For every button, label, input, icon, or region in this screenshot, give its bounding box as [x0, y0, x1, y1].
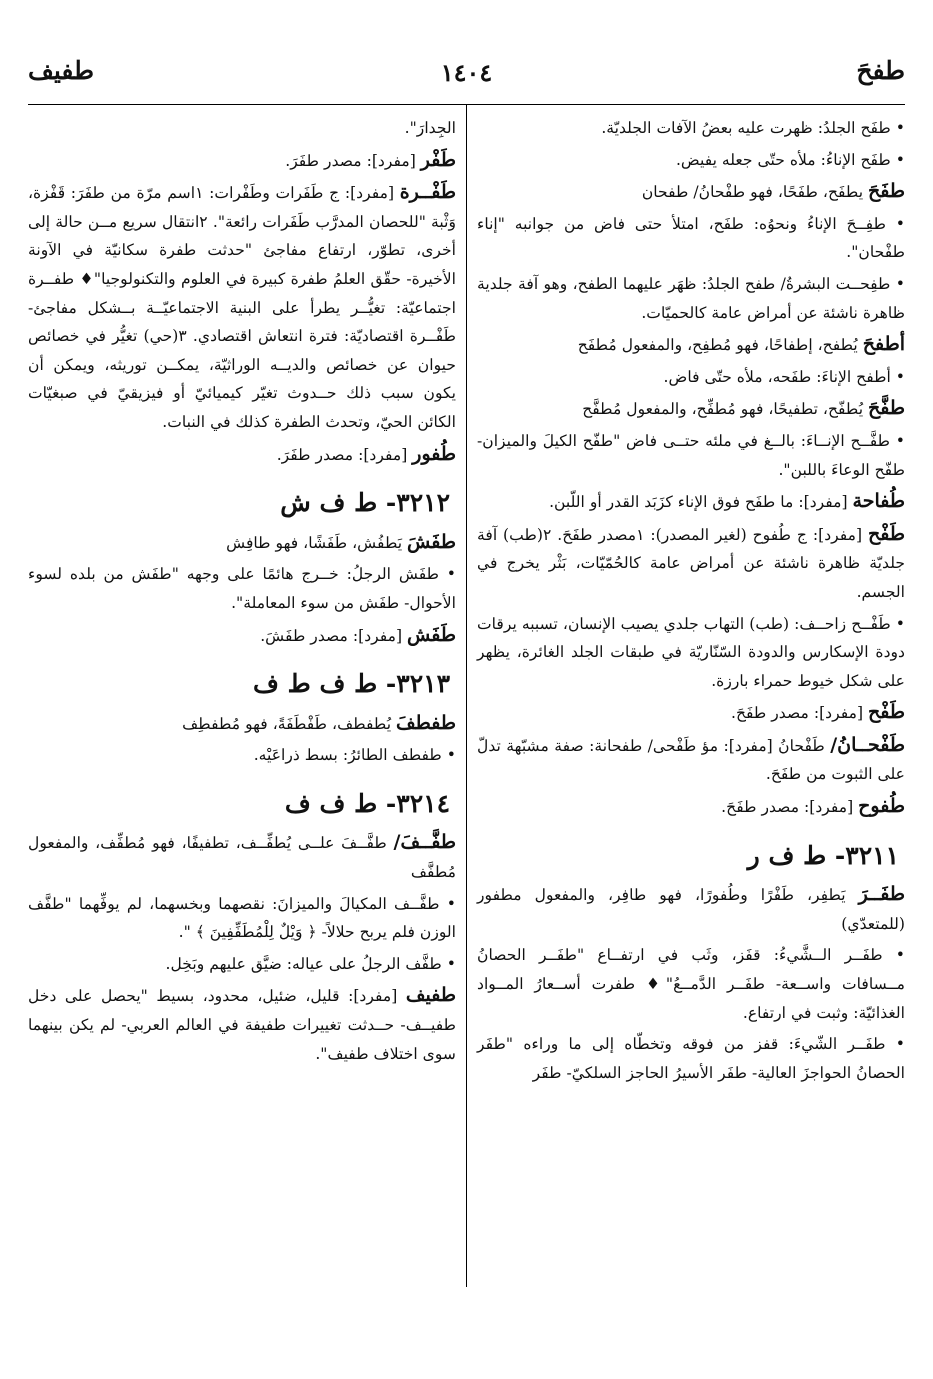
- headword-term: طُفاحة: [852, 490, 905, 513]
- headword-term: طُفور: [412, 442, 456, 465]
- entry-headword: طَفْح [مفرد]: ج طُفوح (لغير المصدر): ١مصدر طفَحَ. ٢(طب) آفة جلديّة ظاهرة ناشئة عن أمراض عامة كالحُمّيّات، بَثْر يخرج في الجسم.: [477, 522, 906, 601]
- entry-sense: • طفطف الطائرُ: بسط ذراعَيْه.: [28, 741, 456, 770]
- entry-sense: • طفَــر الــشَّيءُ: قفَز، وثَب في ارتفــاع "طفَــر الحصانُ مــسافات واســعة- طفَــر الدَّمــعُ"♦ طفرت أســعارُ المــواد الغذائيّة: وثبت في ارتفاع.: [477, 941, 905, 1027]
- entry-sense: • طفَــر الشّيءَ: قفز من فوقه وتخطّاه إلى ما وراءه "طفَر الحصانُ الحواجزَ العالية- طفَر الأسيرُ الحاجز السلكيّ- طفَر: [477, 1030, 905, 1087]
- page-header: [28, 56, 905, 96]
- root-heading: ٣٢١١- ط ف ر: [747, 840, 899, 870]
- entry-headword: طفَحَ يطفَح، طفَحًا، فهو طفْحانُ/ طفحان: [641, 180, 905, 203]
- root-heading: ٣٢١٣- ط ف ط ف: [253, 669, 450, 699]
- entry-headword: طفطفَ يُطفطف، طَفْطَفَةً، فهو مُطفطِف: [182, 711, 456, 734]
- headword-term: طفَحَ: [868, 180, 905, 203]
- headword-term: طفَشَ: [407, 530, 456, 553]
- entry-sense: • طَفْــح زاحــف: (طب) التهاب جلدي يصيب الإنسان، تسببه يرقات دودة الإسكارس والدودة السّنّاريّة في طبقات الجلد الغائرة، يظهر على شكل خيوط حمراء بارزة.: [477, 610, 905, 696]
- header-guide-word-right: طفحَ: [856, 56, 905, 85]
- entry-headword: طفَشَ يَطفُش، طَفَشًا، فهو طافِش: [226, 530, 456, 553]
- entry-sense: • طفَّــف المكيالَ والميزانَ: نقصهما وبخسهما، لم يوفِّهما "طفَّف الوزن فلم يربح حلالاً- ﴿ وَيْلٌ لِلْمُطَفِّفِينَ ﴾ ".: [28, 890, 456, 947]
- entry-headword: طَفْح [مفرد]: مصدر طفَحَ.: [731, 701, 905, 724]
- entry-headword: طَفْــرة [مفرد]: ج طَفَرات وطَفْرات: ١اسم مرّة من طفَرَ: قَفْزة، وَثْبة "للحصان المدرَّب طَفَرات رائعة". ٢انتقال سريع مــن حالة إلى أخرى، تطوّر، ارتفاع مفاجئ "حدثت طفرة سكانيّة في الآونة الأخيرة- حقّق العلمُ طفرة كبيرة في العلوم والتكنولوجيا"♦ طفــرة اجتماعيّة: تغيُّــر يطرأ على البنية الاجتماعيّــة بــشكل مفاجئ- طَفْــرة اقتصاديّة: فترة انتعاش اقتصادي. ٣(حي) تغيُّر في خصائص حيوان عن خصائص والديــه الوراثيّة، يمكــن توريثه، ويمكن أن يكون سبب ذلك حــدوث تغيّر كيميائيّ أو فيزيقيّ في صبغيّات الكائن الحيّ، وتحدث الطفرة كذلك في النبات.: [28, 181, 457, 431]
- entry-headword: طَفْر [مفرد]: مصدر طفَرَ.: [285, 148, 456, 171]
- entry-sense: • طفَح الجلدُ: ظهرت عليه بعضُ الآفات الجلديّة.: [477, 114, 905, 143]
- root-heading: ٣٢١٤- ط ف ف: [284, 788, 450, 818]
- entry-sense: • أطفح الإناءَ: طفَحه، ملأه حتّى فاض.: [477, 363, 905, 392]
- entry-sense: • طفَّف الرجلُ على عياله: ضيَّق عليهم وبَخِل.: [28, 950, 456, 979]
- entry-continuation: الجِدارَ".: [404, 119, 456, 137]
- entry-headword: طفَّــفَ/ طفَّــفَ علــى يُطفِّــف، تطفيفًا، فهو مُطفِّف، والمفعول مُطفَّف: [28, 831, 456, 882]
- entry-headword: أطفحَ يُطفح، إطفاحًا، فهو مُطفِح، والمفعول مُطفَح: [577, 333, 905, 356]
- entry-headword: طُفور [مفرد]: مصدر طفَرَ.: [276, 442, 456, 465]
- entry-headword: طفَّحَ يُطفّح، تطفيحًا، فهو مُطفِّح، والمفعول مُطفَّح: [582, 397, 905, 420]
- headword-term: طفَّــفَ/: [393, 831, 456, 854]
- column-divider: [466, 104, 467, 1287]
- headword-term: طفَــرَ: [858, 883, 905, 906]
- entry-headword: طفيف [مفرد]: قليل، ضئيل، محدود، بسيط "يحصل على دخل طفيــف- حــدثت تغييرات طفيفة في العالم العربي- لم يكن بينهما سوى اختلاف طفيف".: [28, 984, 456, 1063]
- header-guide-word-left: طفيف: [28, 56, 94, 85]
- headword-term: طَفْــرة: [399, 181, 456, 204]
- headword-term: طُفوح: [858, 795, 905, 818]
- right-column: [477, 114, 905, 1090]
- headword-term: طَفْحــانُ/: [830, 733, 905, 756]
- entry-headword: طُفوح [مفرد]: مصدر طفَحَ.: [721, 795, 905, 818]
- headword-term: طَفَش: [407, 623, 456, 646]
- headword-term: أطفحَ: [862, 333, 905, 356]
- entry-sense: • طفِــحَ الإناءُ ونحوُه: طفَح، امتلأ حتى فاض من جوانبه "إناء طفْحان".: [477, 210, 905, 267]
- entry-sense: • طفَش الرجلُ: خــرج هائمًا على وجهه "طفَش من بلده لسوء الأحوال- طفَش من سوء المعاملة".: [28, 560, 456, 617]
- headword-term: طفطفَ: [396, 711, 456, 734]
- entry-headword: طُفاحة [مفرد]: ما طفَح فوق الإناء كزَبَد القدر أو اللّبن.: [549, 490, 905, 513]
- entry-sense: • طفَح الإناءُ: ملأه حتّى جعله يفيض.: [477, 146, 905, 175]
- entry-sense: • طفَّــح الإنــاءَ: بالــغ في ملئه حتــى فاض "طفّح الكيلَ والميزان- طفّح الوعاءَ باللبن".: [477, 427, 905, 484]
- headword-term: طَفْح: [868, 522, 906, 545]
- entry-headword: طَفَش [مفرد]: مصدر طفَشَ.: [260, 623, 456, 646]
- left-column: [28, 114, 456, 1071]
- headword-term: طَفْح: [868, 701, 905, 724]
- root-heading: ٣٢١٢- ط ف ش: [280, 488, 450, 518]
- headword-term: طفيف: [405, 984, 456, 1007]
- entry-headword: طَفْحــانُ/ طَفْحانُ [مفرد]: مؤ طَفْحى/ طفحانة: صفة مشبّهة تدلّ على الثبوت من طفَحَ.: [477, 733, 905, 784]
- headword-term: طفَّحَ: [868, 397, 905, 420]
- page-number: ١٤٠٤: [440, 58, 493, 87]
- entry-headword: طفَــرَ يَطفِر، طَفْرًا وطُفورًا، فهو طافِر، والمفعول مطفور (للمتعدّي): [477, 883, 905, 933]
- entry-sense: • طفِحــت البشرةُ/ طفح الجلدُ: ظهَر عليهما الطفح، وهو آفة جلدية ظاهرة ناشئة عن أمراض عامة كالحميّات.: [477, 270, 905, 327]
- headword-term: طَفْر: [420, 148, 456, 171]
